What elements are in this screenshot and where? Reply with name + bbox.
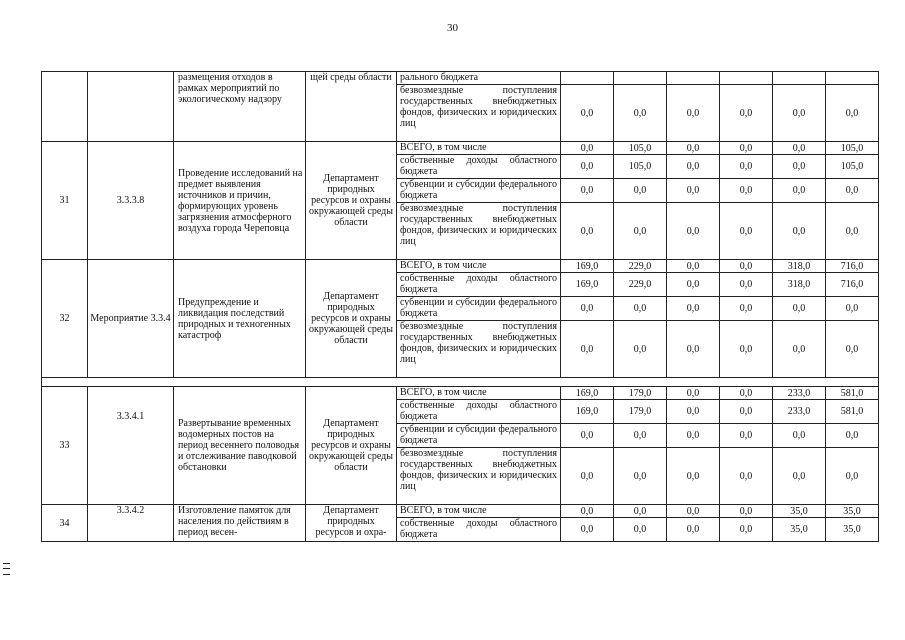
value-cell: 0,0 <box>667 321 720 378</box>
row-code: 3.3.3.8 <box>88 142 174 260</box>
measure-name: Проведение исследований на предмет выявления источников и причин, формирующих уровень загрязнения атмосферного воздуха города Череповца <box>174 142 306 260</box>
table-row <box>42 260 879 273</box>
value-cell: 35,0 <box>773 505 826 518</box>
value-cell: 0,0 <box>720 260 773 273</box>
value-cell: 0,0 <box>667 179 720 203</box>
value-cell: 716,0 <box>826 260 879 273</box>
value-cell: 105,0 <box>826 142 879 155</box>
measure-name: Изготовление памяток для населения по действиям в период весен- <box>174 505 306 542</box>
value-cell: 229,0 <box>614 273 667 297</box>
executor: Департамент природных ресурсов и охра- <box>306 505 397 542</box>
value-cell: 0,0 <box>614 179 667 203</box>
row-code-cell <box>88 72 174 142</box>
value-cell: 0,0 <box>561 321 614 378</box>
row-number: 32 <box>42 260 88 378</box>
value-cell: 105,0 <box>614 155 667 179</box>
funding-source: безвозмездные поступления государственных внебюджетных фондов, физических и юридических лиц <box>397 85 561 142</box>
value-cell: 105,0 <box>614 142 667 155</box>
value-cell: 35,0 <box>826 518 879 542</box>
funding-source: ВСЕГО, в том числе <box>397 505 561 518</box>
row-code: 3.3.4.2 <box>88 505 174 542</box>
table-row <box>42 387 879 400</box>
value-cell: 0,0 <box>826 424 879 448</box>
value-cell: 0,0 <box>826 179 879 203</box>
funding-source: субвенции и субсидии федерального бюджета <box>397 297 561 321</box>
value-cell: 0,0 <box>720 321 773 378</box>
value-cell: 0,0 <box>720 179 773 203</box>
funding-source: ВСЕГО, в том числе <box>397 260 561 273</box>
table-row <box>42 72 879 85</box>
value-cell: 179,0 <box>614 400 667 424</box>
value-cell: 0,0 <box>614 505 667 518</box>
executor: Департамент природных ресурсов и охраны окружающей среды области <box>306 260 397 378</box>
value-cell: 0,0 <box>667 142 720 155</box>
value-cell: 0,0 <box>826 321 879 378</box>
value-cell: 0,0 <box>667 448 720 505</box>
value-cell: 0,0 <box>720 505 773 518</box>
value-cell: 0,0 <box>720 448 773 505</box>
row-number: 31 <box>42 142 88 260</box>
value-cell: 0,0 <box>773 448 826 505</box>
row-number-cell <box>42 72 88 142</box>
value-cell: 105,0 <box>826 155 879 179</box>
value-cell: 0,0 <box>773 142 826 155</box>
table-row <box>42 505 879 518</box>
value-cell: 0,0 <box>720 85 773 142</box>
value-cell: 0,0 <box>561 142 614 155</box>
row-code: Мероприятие 3.3.4 <box>88 260 174 378</box>
value-cell: 233,0 <box>773 387 826 400</box>
funding-source: собственные доходы областного бюджета <box>397 155 561 179</box>
value-cell: 0,0 <box>773 179 826 203</box>
page-number: 30 <box>447 22 458 34</box>
value-cell: 0,0 <box>561 448 614 505</box>
value-cell <box>720 72 773 85</box>
value-cell: 0,0 <box>720 387 773 400</box>
value-cell: 0,0 <box>614 85 667 142</box>
separator-row <box>42 378 879 387</box>
funding-source: безвозмездные поступления государственных внебюджетных фондов, физических и юридических лиц <box>397 203 561 260</box>
measure-name: Развертывание временных водомерных постов на период весеннего половодья и отслеживание паводковой обстановки <box>174 387 306 505</box>
value-cell: 0,0 <box>826 448 879 505</box>
value-cell: 169,0 <box>561 400 614 424</box>
value-cell: 229,0 <box>614 260 667 273</box>
row-code: 3.3.4.1 <box>88 387 174 505</box>
value-cell: 716,0 <box>826 273 879 297</box>
value-cell: 35,0 <box>826 505 879 518</box>
value-cell: 0,0 <box>773 321 826 378</box>
value-cell: 0,0 <box>720 400 773 424</box>
value-cell: 0,0 <box>826 297 879 321</box>
value-cell: 318,0 <box>773 260 826 273</box>
value-cell: 0,0 <box>614 518 667 542</box>
value-cell: 0,0 <box>614 448 667 505</box>
funding-source: субвенции и субсидии федерального бюджета <box>397 179 561 203</box>
value-cell: 0,0 <box>720 424 773 448</box>
value-cell: 0,0 <box>667 297 720 321</box>
row-number: 34 <box>42 505 88 542</box>
funding-source: ВСЕГО, в том числе <box>397 387 561 400</box>
value-cell: 233,0 <box>773 400 826 424</box>
budget-table <box>41 71 879 542</box>
value-cell: 0,0 <box>667 260 720 273</box>
value-cell: 169,0 <box>561 273 614 297</box>
value-cell: 0,0 <box>667 505 720 518</box>
value-cell: 0,0 <box>773 155 826 179</box>
value-cell: 0,0 <box>826 85 879 142</box>
value-cell: 0,0 <box>773 424 826 448</box>
executor: Департамент природных ресурсов и охраны окружающей среды области <box>306 142 397 260</box>
funding-source: безвозмездные поступления государственных внебюджетных фондов, физических и юридических лиц <box>397 321 561 378</box>
funding-source: ВСЕГО, в том числе <box>397 142 561 155</box>
value-cell: 0,0 <box>720 518 773 542</box>
value-cell: 0,0 <box>561 424 614 448</box>
value-cell: 0,0 <box>667 85 720 142</box>
value-cell: 0,0 <box>561 505 614 518</box>
margin-mark <box>3 563 10 575</box>
value-cell: 0,0 <box>561 518 614 542</box>
value-cell: 0,0 <box>561 297 614 321</box>
value-cell: 0,0 <box>720 273 773 297</box>
funding-source: собственные доходы областного бюджета <box>397 400 561 424</box>
value-cell: 0,0 <box>614 203 667 260</box>
value-cell: 0,0 <box>773 85 826 142</box>
funding-source: собственные доходы областного бюджета <box>397 273 561 297</box>
row-number: 33 <box>42 387 88 505</box>
value-cell: 0,0 <box>614 424 667 448</box>
value-cell: 169,0 <box>561 387 614 400</box>
value-cell: 0,0 <box>667 424 720 448</box>
value-cell: 0,0 <box>667 273 720 297</box>
value-cell: 169,0 <box>561 260 614 273</box>
value-cell: 0,0 <box>773 203 826 260</box>
value-cell: 0,0 <box>773 297 826 321</box>
separator-cell <box>42 378 879 387</box>
value-cell: 581,0 <box>826 400 879 424</box>
value-cell: 0,0 <box>561 85 614 142</box>
table-row <box>42 142 879 155</box>
value-cell <box>561 72 614 85</box>
measure-name: размещения отходов в рамках мероприятий по экологическому надзору <box>174 72 306 142</box>
value-cell: 0,0 <box>667 400 720 424</box>
value-cell: 0,0 <box>720 203 773 260</box>
funding-source: рального бюджета <box>397 72 561 85</box>
funding-source: безвозмездные поступления государственных внебюджетных фондов, физических и юридических лиц <box>397 448 561 505</box>
value-cell: 0,0 <box>667 155 720 179</box>
executor: Департамент природных ресурсов и охраны окружающей среды области <box>306 387 397 505</box>
value-cell: 0,0 <box>720 297 773 321</box>
value-cell: 0,0 <box>667 518 720 542</box>
value-cell: 179,0 <box>614 387 667 400</box>
value-cell: 318,0 <box>773 273 826 297</box>
funding-source: субвенции и субсидии федерального бюджета <box>397 424 561 448</box>
value-cell: 0,0 <box>826 203 879 260</box>
value-cell: 0,0 <box>561 179 614 203</box>
value-cell: 581,0 <box>826 387 879 400</box>
funding-source: собственные доходы областного бюджета <box>397 518 561 542</box>
value-cell: 0,0 <box>614 297 667 321</box>
value-cell: 0,0 <box>720 142 773 155</box>
value-cell: 0,0 <box>720 155 773 179</box>
value-cell <box>826 72 879 85</box>
measure-name: Предупреждение и ликвидация последствий природных и техногенных катастроф <box>174 260 306 378</box>
value-cell: 35,0 <box>773 518 826 542</box>
value-cell <box>773 72 826 85</box>
value-cell: 0,0 <box>561 203 614 260</box>
value-cell: 0,0 <box>561 155 614 179</box>
executor: щей среды области <box>306 72 397 142</box>
value-cell <box>667 72 720 85</box>
value-cell: 0,0 <box>667 203 720 260</box>
value-cell: 0,0 <box>614 321 667 378</box>
value-cell <box>614 72 667 85</box>
value-cell: 0,0 <box>667 387 720 400</box>
